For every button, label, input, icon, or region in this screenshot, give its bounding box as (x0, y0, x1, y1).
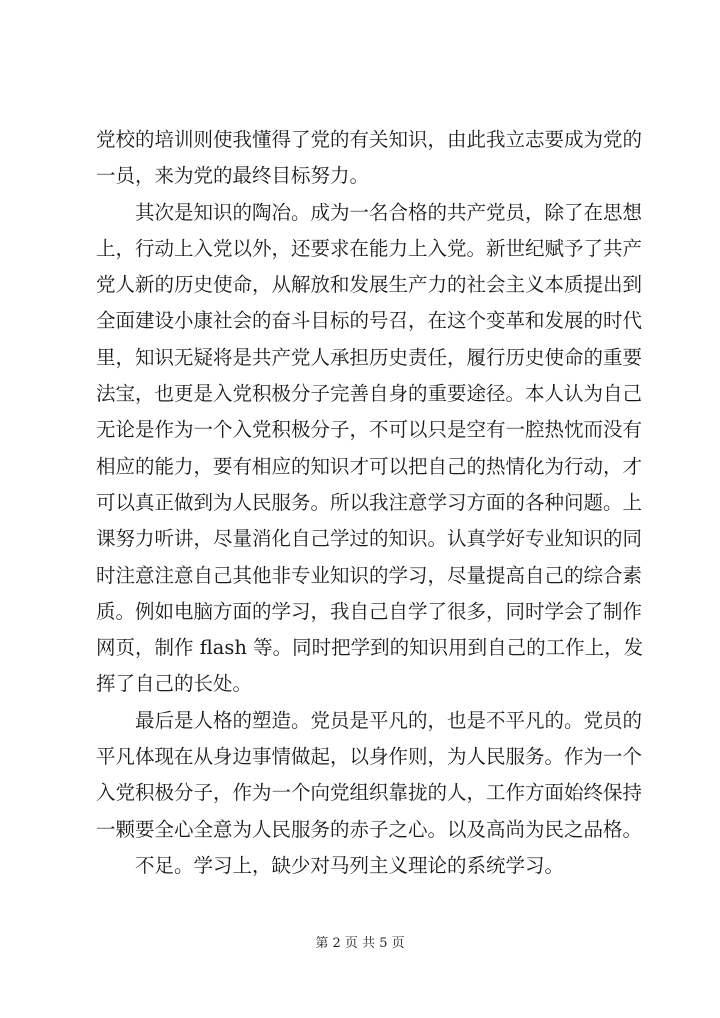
text-line: 最后是人格的塑造。党员是平凡的，也是不平凡的。党员的 (135, 708, 643, 732)
text-line: 入党积极分子，作为一个向党组织靠拢的人，工作方面始终保持 (96, 781, 643, 805)
text-line: 法宝，也更是入党积极分子完善自身的重要途径。本人认为自己 (96, 382, 643, 406)
text-line: 时注意注意自己其他非专业知识的学习，尽量提高自己的综合素 (96, 563, 643, 587)
text-line: 里，知识无疑将是共产党人承担历史责任，履行历史使命的重要 (96, 345, 643, 369)
text-line: 无论是作为一个入党积极分子，不可以只是空有一腔热忱而没有 (96, 418, 643, 442)
text-line: 全面建设小康社会的奋斗目标的号召，在这个变革和发展的时代 (96, 309, 643, 333)
text-line: 党人新的历史使命，从解放和发展生产力的社会主义本质提出到 (96, 273, 643, 297)
text-line: 课努力听讲，尽量消化自己学过的知识。认真学好专业知识的同 (96, 527, 643, 551)
page-number-footer: 第 2 页 共 5 页 (315, 936, 405, 951)
body-text (96, 122, 642, 884)
text-line: 网页，制作 flash 等。同时把学到的知识用到自己的工作上，发 (96, 636, 644, 660)
text-line: 一颗要全心全意为人民服务的赤子之心。以及高尚为民之品格。 (96, 817, 643, 841)
text-line: 上，行动上入党以外，还要求在能力上入党。新世纪赋予了共产 (96, 236, 643, 260)
text-line: 质。例如电脑方面的学习，我自己自学了很多，同时学会了制作 (96, 599, 643, 623)
text-line: 党校的培训则使我懂得了党的有关知识，由此我立志要成为党的 (96, 128, 643, 151)
text-line: 可以真正做到为人民服务。所以我注意学习方面的各种问题。上 (96, 490, 643, 514)
text-line: 一员，来为党的最终目标努力。 (96, 164, 370, 188)
text-line: 不足。学习上，缺少对马列主义理论的系统学习。 (135, 853, 565, 877)
text-line: 平凡体现在从身边事情做起，以身作则，为人民服务。作为一个 (96, 745, 643, 769)
text-line: 挥了自己的长处。 (96, 672, 253, 696)
text-line: 相应的能力，要有相应的知识才可以把自己的热情化为行动，才 (96, 454, 643, 478)
text-line: 其次是知识的陶冶。成为一名合格的共产党员，除了在思想 (135, 200, 643, 224)
